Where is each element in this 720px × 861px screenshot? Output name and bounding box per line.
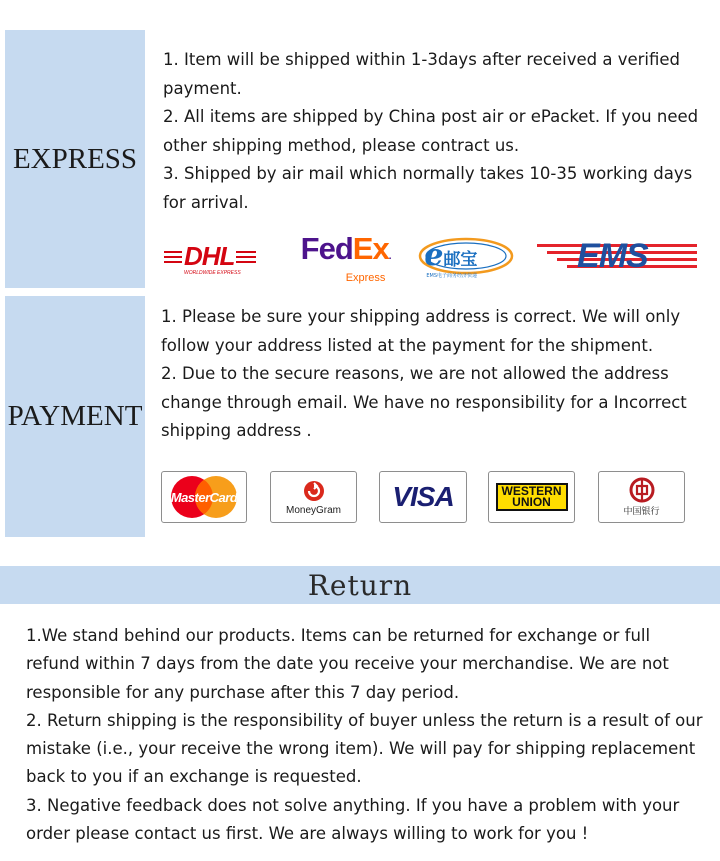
payment-label-text: PAYMENT	[7, 400, 143, 432]
bank-of-china-logo	[598, 471, 685, 523]
moneygram-logo	[270, 471, 357, 523]
moneygram-globe-icon	[302, 479, 326, 503]
visa-text: VISA	[392, 481, 454, 512]
ems-wordmark: EMS	[577, 237, 648, 275]
epacket-e: e	[424, 238, 444, 273]
express-item-1: 1. Item will be shipped within 1-3days after received a verified payment.	[163, 50, 680, 98]
payment-label	[5, 296, 145, 537]
western-union-line1: WESTERN	[501, 484, 562, 498]
payment-item-2: 2. Due to the secure reasons, we are not allowed the address change through email. We have no responsibility for a Incorrect shipping address .	[161, 364, 687, 440]
express-item-3: 3. Shipped by air mail which normally takes 10-35 working days for arrival.	[163, 164, 693, 212]
visa-logo	[379, 471, 467, 523]
express-item-2: 2. All items are shipped by China post air or ePacket. If you need other shipping method, please contract us.	[163, 107, 699, 155]
payment-terms	[161, 303, 711, 446]
carrier-logos	[160, 232, 700, 286]
mastercard-text: MasterCard	[170, 489, 238, 505]
mastercard-logo	[161, 471, 247, 523]
dhl-tagline: WORLDWIDE EXPRESS	[184, 269, 241, 276]
dhl-logo	[164, 232, 261, 286]
express-label-text: EXPRESS	[12, 142, 138, 175]
epacket-chinese: 邮宝	[443, 250, 478, 270]
return-item-1: 1.We stand behind our products. Items can be returned for exchange or full refund within 7 days from the date you receive your merchandise. We are not responsible for any purchase after this 7 day period.	[26, 626, 669, 702]
fedex-logo: FedEx. Express	[300, 231, 391, 284]
express-label	[5, 30, 145, 288]
return-item-3: 3. Negative feedback does not solve anything. If you have a problem with your order please contact us first. We are always willing to work for you !	[26, 795, 680, 844]
return-title: Return	[307, 568, 413, 602]
moneygram-text: MoneyGram	[285, 504, 341, 516]
bank-of-china-text: 中国银行	[623, 507, 660, 517]
bank-of-china-emblem-icon	[629, 477, 655, 503]
return-banner	[0, 566, 720, 604]
express-terms	[163, 46, 708, 217]
dhl-wordmark: DHL	[184, 240, 235, 271]
western-union-line2: UNION	[512, 495, 551, 509]
western-union-logo	[488, 471, 575, 523]
fedex-express: Express	[345, 272, 386, 284]
ems-logo	[537, 232, 700, 286]
payment-item-1: 1. Please be sure your shipping address is correct. We will only follow your address listed at the payment for the shipment.	[161, 307, 681, 355]
return-policy	[26, 622, 706, 848]
fedex-fed: Fed	[300, 231, 353, 266]
return-item-2: 2. Return shipping is the responsibility of buyer unless the return is a result of our mistake (i.e., your receive the wrong item). We will pay for shipping replacement back to you if an exchange is requested.	[26, 710, 703, 787]
payment-logos	[161, 471, 691, 525]
epacket-logo	[416, 232, 519, 286]
fedex-ex: Ex	[352, 231, 389, 266]
epacket-subtitle: EMS电子商务经济快递	[426, 273, 477, 279]
